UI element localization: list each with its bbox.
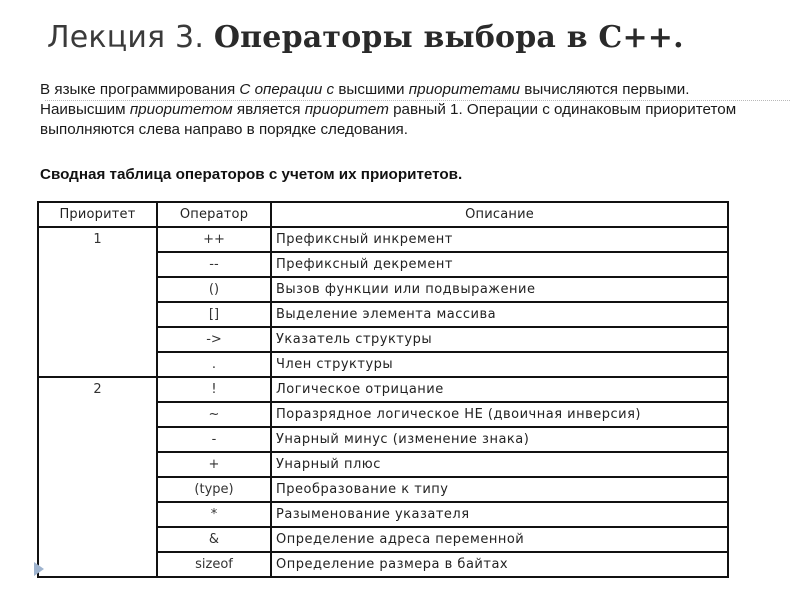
operator-cell: -> bbox=[157, 327, 271, 352]
table-row bbox=[38, 227, 728, 252]
operator-cell: (type) bbox=[157, 477, 271, 502]
operator-cell: () bbox=[157, 277, 271, 302]
operator-cell: -- bbox=[157, 252, 271, 277]
operator-cell: [] bbox=[157, 302, 271, 327]
intro-text: является bbox=[232, 101, 305, 118]
intro-italic: приоритет bbox=[304, 101, 389, 118]
priority-cell: 2 bbox=[38, 377, 157, 577]
description-cell: Определение размера в байтах bbox=[271, 552, 728, 577]
operator-cell: & bbox=[157, 527, 271, 552]
operator-cell: + bbox=[157, 452, 271, 477]
operator-cell: sizeof bbox=[157, 552, 271, 577]
intro-text: В языке программирования bbox=[40, 81, 240, 98]
description-cell: Логическое отрицание bbox=[271, 377, 728, 402]
intro-text: равный 1. Операции с одинаковым приоритетом выполняются слева направо в порядке следования. bbox=[40, 101, 737, 138]
description-cell: Определение адреса переменной bbox=[271, 527, 728, 552]
triangle-right-icon[interactable] bbox=[34, 562, 44, 576]
operators-table bbox=[37, 201, 729, 578]
intro-italic: С операции с bbox=[239, 81, 335, 98]
operator-cell: ~ bbox=[157, 402, 271, 427]
operator-cell: * bbox=[157, 502, 271, 527]
title-main: Операторы выбора в С++. bbox=[213, 20, 684, 55]
intro-text: вычисляются первыми. Наивысшим bbox=[40, 81, 690, 118]
description-cell: Разыменование указателя bbox=[271, 502, 728, 527]
description-cell: Унарный минус (изменение знака) bbox=[271, 427, 728, 452]
intro-italic: приоритетами bbox=[408, 81, 521, 98]
priority-cell: 1 bbox=[38, 227, 157, 377]
description-cell: Префиксный декремент bbox=[271, 252, 728, 277]
operator-cell: . bbox=[157, 352, 271, 377]
description-cell: Унарный плюс bbox=[271, 452, 728, 477]
operator-cell: ++ bbox=[157, 227, 271, 252]
description-cell: Член структуры bbox=[271, 352, 728, 377]
table-row bbox=[38, 377, 728, 402]
description-cell: Вызов функции или подвыражение bbox=[271, 277, 728, 302]
description-cell: Указатель структуры bbox=[271, 327, 728, 352]
description-cell: Префиксный инкремент bbox=[271, 227, 728, 252]
intro-text: высшими bbox=[334, 81, 409, 98]
description-cell: Поразрядное логическое НЕ (двоичная инверсия) bbox=[271, 402, 728, 427]
table-caption: Сводная таблица операторов с учетом их приоритетов. bbox=[40, 166, 463, 183]
description-cell: Выделение элемента массива bbox=[271, 302, 728, 327]
header-priority: Приоритет bbox=[38, 202, 157, 227]
slide-title bbox=[47, 20, 684, 55]
header-operator: Оператор bbox=[157, 202, 271, 227]
title-prefix: Лекция 3. bbox=[47, 20, 205, 55]
intro-paragraph bbox=[40, 80, 740, 140]
description-cell: Преобразование к типу bbox=[271, 477, 728, 502]
operator-cell: - bbox=[157, 427, 271, 452]
operator-cell: ! bbox=[157, 377, 271, 402]
header-description: Описание bbox=[271, 202, 728, 227]
intro-italic: приоритетом bbox=[129, 101, 233, 118]
table-header-row bbox=[38, 202, 728, 227]
